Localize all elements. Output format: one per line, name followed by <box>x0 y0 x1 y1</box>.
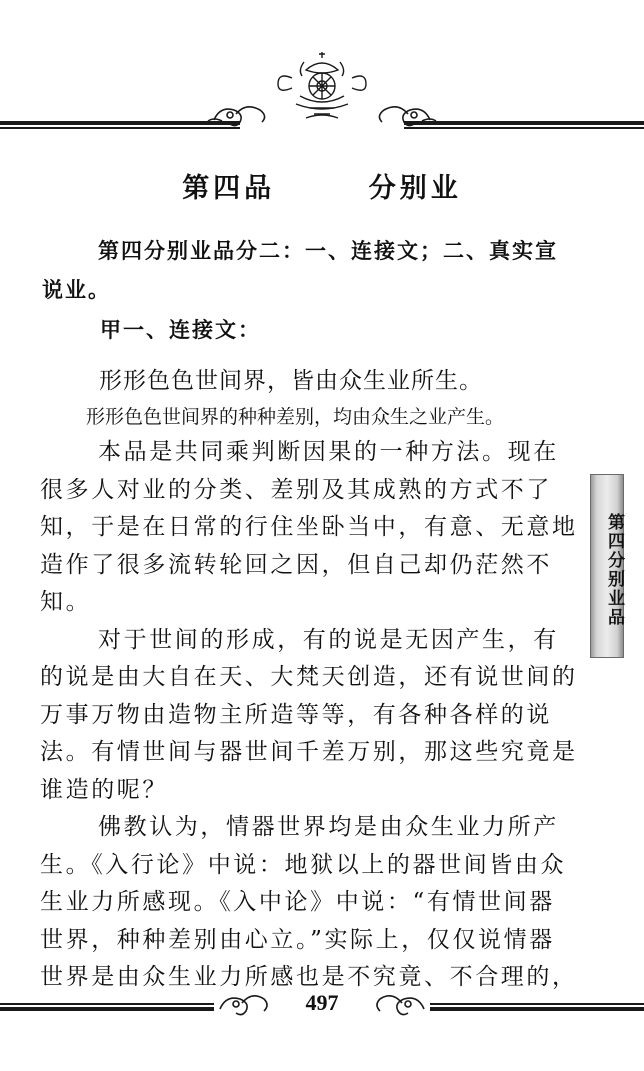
verse-gloss: 形形色色世间界的种种差别，均由众生之业产生。 <box>86 406 505 428</box>
section-heading: 甲一、连接文： <box>100 318 261 342</box>
chapter-side-tab-label: 第四分别业品 <box>604 513 624 627</box>
paragraph: 对于世间的形成，有的说是无因产生，有的说是由大自在天、大梵天创造，还有说世间的万事万物由造物主所造等等，有各种各样的说法。有情世间与器世间千差万别，那这些究竟是谁造的呢？ <box>40 626 578 803</box>
chapter-side-tab <box>590 474 624 658</box>
body-text <box>40 434 580 997</box>
verse: 形形色色世间界，皆由众生业所生。 <box>99 368 483 394</box>
page-number: 497 <box>305 990 339 1015</box>
section-outline: 第四分别业品分二：一、连接文；二、真实宣说业。 <box>42 239 558 302</box>
header-ornament-svg <box>0 0 644 140</box>
header-ornament <box>0 0 644 140</box>
paragraph: 本品是共同乘判断因果的一种方法。现在很多人对业的分类、差别及其成熟的方式不了知，于是在日常的行住坐卧当中，有意、无意地造作了很多流转轮回之因，但自己却仍茫然不知。 <box>40 439 578 615</box>
chapter-title: 第四品 分别业 <box>182 173 462 204</box>
paragraph: 佛教认为，情器世界均是由众生业力所产生。《入行论》中说：地狱以上的器世间皆由众生业力所感现。《入中论》中说：“有情世间器世界，种种差别由心立。”实际上，仅仅说情器世界是由众生业力所感也是不究竟、不合理的， <box>40 814 578 990</box>
